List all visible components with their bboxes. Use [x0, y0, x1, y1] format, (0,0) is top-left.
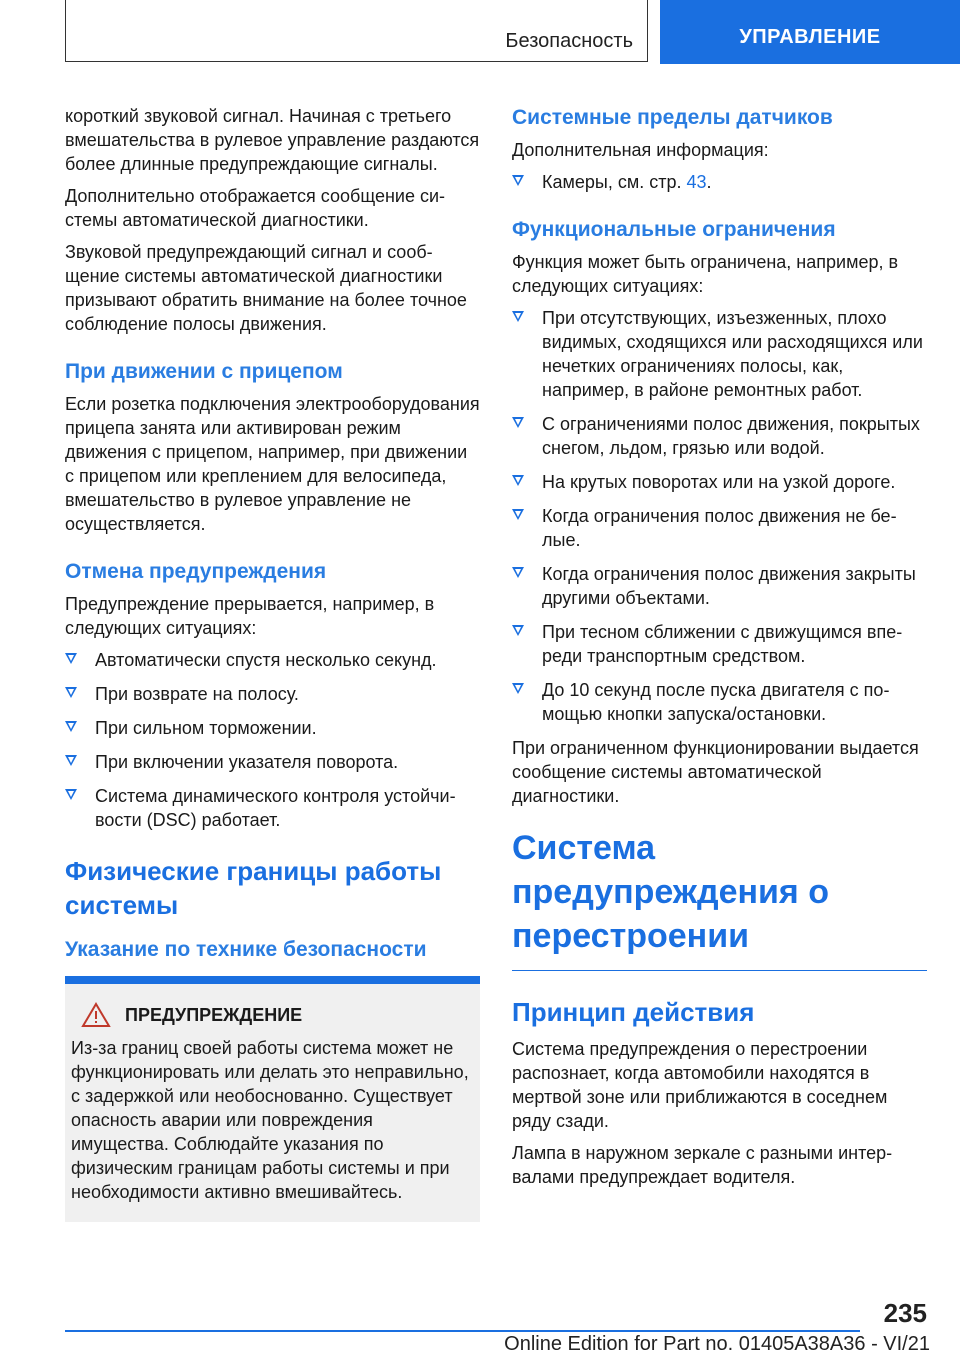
list-item: Автоматически спустя несколько секунд. — [65, 648, 480, 672]
bullet-triangle-icon — [65, 721, 77, 732]
right-column — [512, 104, 927, 1197]
list-item: С ограничениями полос движения, покрытых снегом, льдом, грязью или водой. — [512, 412, 927, 460]
list-item: Система динамического контроля устойчивости (DSC) работает. — [65, 784, 480, 832]
list-item: При тесном сближении с движущимся впереди транспортным средством. — [512, 620, 927, 668]
bullet-triangle-icon — [512, 475, 524, 486]
bullet-triangle-icon — [512, 683, 524, 694]
section-heading-functional: Функциональные ограничения — [512, 218, 836, 241]
section-heading-safety: Указание по технике безопасности — [65, 938, 427, 961]
bullet-triangle-icon — [65, 789, 77, 800]
section-heading-principle: Принцип действия — [512, 997, 755, 1027]
paragraph: Дополнительно отображается сообщение системы автоматической диагностики. — [65, 186, 446, 230]
paragraph: Дополнительная информация: — [512, 140, 769, 160]
paragraph: Звуковой предупреждающий сигнал и сообщение системы автоматической диагностики призывают обратить внимание на более точное соблюдение полосы движения. — [65, 242, 467, 334]
paragraph: При ограниченном функционировании выдается сообщение системы автоматической диагностики. — [512, 738, 919, 806]
functional-list — [512, 306, 927, 726]
left-column — [65, 104, 480, 1222]
list-item: Камеры, см. стр. 43. — [512, 170, 927, 194]
warning-text: Из-за границ своей работы система может не функционировать или делать это неправильно, с задержкой или необоснованно. Существует опасность аварии или повреждения имущества. Соблюдайте указания по физическим границам работы системы и при необходимости активно вмешивайтесь. — [71, 1038, 469, 1202]
bullet-triangle-icon — [512, 567, 524, 578]
bullet-triangle-icon — [512, 417, 524, 428]
section-heading-sensors: Системные пределы датчиков — [512, 106, 833, 129]
list-item: До 10 секунд после пуска двигателя с помощью кнопки запуска/остановки. — [512, 678, 927, 726]
page-number: 235 — [883, 1298, 927, 1328]
warning-header — [71, 1002, 470, 1028]
list-item: При сильном торможении. — [65, 716, 480, 740]
bullet-triangle-icon — [65, 755, 77, 766]
paragraph: Система предупреждения о перестроении распознает, когда автомобили находятся в мертвой зоне или приближаются в соседнем ряду сзади. — [512, 1039, 888, 1131]
list-item: При возврате на полосу. — [65, 682, 480, 706]
paragraph: Предупреждение прерывается, например, в следующих ситуациях: — [65, 594, 435, 638]
paragraph: Функция может быть ограничена, например, в следующих ситуациях: — [512, 252, 899, 296]
list-item: При включении указателя поворота. — [65, 750, 480, 774]
bullet-triangle-icon — [512, 625, 524, 636]
warning-box — [65, 976, 480, 1222]
list-item: При отсутствующих, изъезженных, плохо видимых, сходящихся или расходящихся или нечетких ограничениях полосы, как, например, в районе ремонтных работ. — [512, 306, 927, 402]
chapter-title-lane-change-warning: Система предупреждения о перестроении — [512, 826, 927, 971]
warning-title: ПРЕДУПРЕЖДЕНИЕ — [125, 1005, 303, 1025]
bullet-triangle-icon — [65, 653, 77, 664]
footer-divider — [65, 1330, 860, 1332]
section-heading-cancel: Отмена предупреждения — [65, 560, 327, 583]
list-item: Когда ограничения полос движения закрыты другими объектами. — [512, 562, 927, 610]
paragraph: Лампа в наружном зеркале с разными интервалами предупреждает водителя. — [512, 1143, 893, 1187]
edition-footer: Online Edition for Part no. 01405A38A36 - VI/21 — [504, 1333, 930, 1355]
paragraph: Если розетка подключения электрооборудования прицепа занята или активирован режим движения с прицепом, например, при движении с прицепом или креплением для велосипеда, вмешательство в рулевое управление не осуществляется. — [65, 394, 480, 534]
page-link[interactable]: 43 — [686, 172, 707, 192]
header-chapter-tab[interactable]: УПРАВЛЕНИЕ — [660, 0, 960, 64]
header-section-title: Безопасность — [505, 30, 633, 52]
bullet-triangle-icon — [512, 175, 524, 186]
bullet-triangle-icon — [65, 687, 77, 698]
header-section-box — [65, 0, 648, 62]
list-item: На крутых поворотах или на узкой дороге. — [512, 470, 927, 494]
bullet-triangle-icon — [512, 509, 524, 520]
section-heading-trailer: При движении с прицепом — [65, 360, 343, 383]
section-heading-limits: Физические границы работы системы — [65, 856, 442, 920]
list-item: Когда ограничения полос движения не белые. — [512, 504, 927, 552]
paragraph: короткий звуковой сигнал. Начиная с третьего вмешательства в рулевое управление раздаются более длинные предупреждающие сигналы. — [65, 106, 480, 174]
cancel-list — [65, 648, 480, 832]
warning-triangle-icon — [81, 1002, 111, 1028]
sensor-list — [512, 170, 927, 194]
bullet-triangle-icon — [512, 311, 524, 322]
